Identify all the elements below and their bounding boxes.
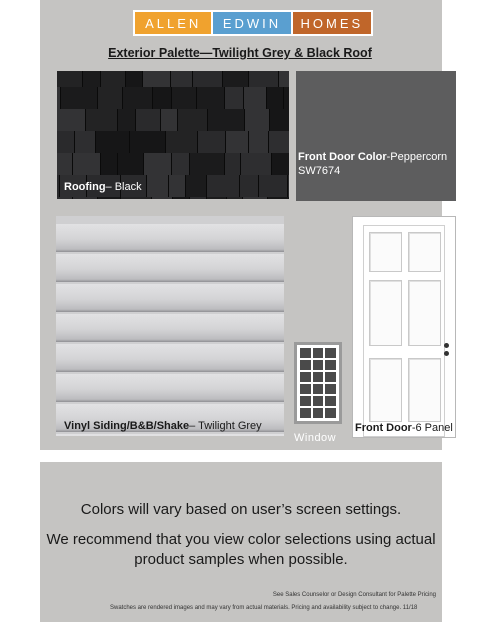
shingle-tab — [143, 71, 171, 87]
shingle-tab — [207, 197, 227, 199]
shingle-row — [57, 109, 289, 133]
shingle-tab — [136, 109, 161, 131]
shingle-tab — [279, 71, 289, 87]
shingle-tab — [57, 71, 83, 87]
shingle-tab — [225, 153, 241, 175]
shingle-row — [57, 197, 289, 199]
shingle-tab — [207, 175, 240, 197]
window-pane — [325, 396, 336, 406]
window-pane — [313, 360, 324, 370]
front-door-color-label-name: Front Door Color — [298, 151, 387, 163]
shingle-tab — [118, 153, 144, 175]
shingle-row — [57, 153, 289, 177]
shingle-tab — [152, 197, 173, 199]
shingle-tab — [269, 131, 289, 153]
shingle-tab — [57, 109, 86, 131]
roofing-swatch — [57, 71, 289, 199]
window-pane — [313, 348, 324, 358]
door-panel — [369, 280, 402, 346]
shingle-tab — [249, 131, 269, 153]
window-pane — [313, 408, 324, 418]
roofing-label-name: Roofing — [64, 181, 106, 193]
shingle-tab — [161, 109, 178, 131]
front-door-color-label-color: -Peppercorn — [386, 151, 448, 163]
shingle-tab — [73, 153, 101, 175]
siding-board — [56, 254, 284, 282]
shingle-tab — [198, 131, 226, 153]
front-door-label — [355, 422, 453, 434]
shingle-tab — [284, 87, 289, 109]
shingle-tab — [288, 175, 289, 197]
window-pane — [300, 348, 311, 358]
shingle-tab — [130, 131, 166, 153]
shingle-tab — [172, 153, 190, 175]
shingle-tab — [169, 175, 186, 197]
roofing-label-color: – Black — [105, 181, 142, 193]
window-label: Window — [294, 432, 337, 444]
window-pane — [325, 372, 336, 382]
front-door-label-style: -6 Panel — [411, 422, 453, 434]
shingle-row — [57, 87, 275, 111]
window-pane — [325, 408, 336, 418]
shingle-tab — [245, 109, 270, 131]
shingle-tab — [96, 131, 130, 153]
shingle-tab — [249, 71, 279, 87]
shingle-tab — [98, 197, 121, 199]
shingle-tab — [166, 131, 198, 153]
shingle-tab — [193, 71, 223, 87]
window-pane — [325, 360, 336, 370]
siding-label-name: Vinyl Siding/B&B/Shake — [64, 420, 190, 432]
window-pane — [300, 372, 311, 382]
shingle-tab — [178, 109, 208, 131]
siding-board — [56, 434, 284, 436]
siding-board — [56, 374, 284, 402]
door-panel — [408, 232, 441, 272]
shingle-tab — [243, 197, 268, 199]
screen-settings-notice: Colors will vary based on user’s screen settings. — [80, 501, 402, 518]
door-panel — [408, 280, 441, 346]
window-pane — [313, 396, 324, 406]
shingle-tab — [190, 153, 225, 175]
shingle-tab — [57, 197, 73, 199]
pricing-footnote: See Sales Counselor or Design Consultant for Palette Pricing — [272, 592, 436, 598]
window-pane — [300, 408, 311, 418]
shingle-tab — [272, 153, 289, 175]
shingle-tab — [197, 87, 225, 109]
shingle-tab — [144, 153, 172, 175]
shingle-tab — [267, 87, 284, 109]
shingle-tab — [61, 87, 98, 109]
window-pane — [300, 396, 311, 406]
front-door-color-swatch — [296, 71, 456, 201]
shingle-tab — [123, 87, 153, 109]
shingle-tab — [208, 109, 245, 131]
shingle-tab — [225, 87, 244, 109]
front-door-image — [352, 216, 456, 438]
logo-word-allen: ALLEN — [135, 12, 211, 34]
shingle-tab — [98, 87, 123, 109]
front-door-color-code: SW7674 — [298, 165, 341, 177]
shingle-tab — [101, 71, 126, 87]
shingle-tab — [240, 175, 259, 197]
siding-board — [56, 284, 284, 312]
window-image — [294, 342, 342, 424]
shingle-tab — [118, 109, 136, 131]
shingle-tab — [270, 109, 289, 131]
window-glass — [297, 345, 339, 421]
front-door-color-label — [298, 150, 458, 178]
vinyl-siding-swatch — [56, 216, 284, 436]
siding-board — [56, 344, 284, 372]
shingle-tab — [190, 197, 207, 199]
shingle-tab — [153, 87, 172, 109]
door-panel — [369, 232, 402, 272]
allen-edwin-homes-logo — [133, 10, 373, 36]
window-pane — [300, 360, 311, 370]
shingle-tab — [101, 153, 118, 175]
siding-board — [56, 314, 284, 342]
siding-label-color: – Twilight Grey — [189, 420, 262, 432]
shingle-tab — [121, 197, 152, 199]
shingle-tab — [73, 197, 98, 199]
shingle-tab — [86, 109, 118, 131]
shingle-tab — [227, 197, 243, 199]
logo-word-homes: HOMES — [293, 12, 371, 34]
door-panel — [408, 358, 441, 422]
window-pane — [313, 372, 324, 382]
shingle-tab — [223, 71, 249, 87]
window-pane — [300, 384, 311, 394]
shingle-tab — [268, 197, 289, 199]
shingle-tab — [241, 153, 272, 175]
siding-board — [56, 224, 284, 252]
shingle-tab — [244, 87, 267, 109]
front-door-label-name: Front Door — [355, 422, 412, 434]
shingle-tab — [172, 87, 197, 109]
shingle-tab — [259, 175, 288, 197]
shingle-tab — [226, 131, 249, 153]
siding-label — [64, 420, 262, 432]
door-panel — [369, 358, 402, 422]
shingle-tab — [57, 131, 75, 153]
door-knob — [444, 343, 449, 348]
door-slab — [363, 225, 445, 437]
product-samples-notice: We recommend that you view color selections using actual product samples when possible. — [46, 531, 436, 568]
door-deadbolt — [444, 351, 449, 356]
page-title: Exterior Palette—Twilight Grey & Black Roof — [108, 46, 372, 60]
shingle-tab — [57, 153, 73, 175]
shingle-tab — [186, 175, 207, 197]
shingle-tab — [126, 71, 143, 87]
shingle-tab — [75, 131, 96, 153]
shingle-tab — [147, 175, 169, 197]
disclaimer-footnote: Swatches are rendered images and may vary from actual materials. Pricing and availability subject to change. 11/18 — [110, 605, 418, 611]
shingle-tab — [83, 71, 101, 87]
window-pane — [325, 348, 336, 358]
shingle-tab — [171, 71, 193, 87]
window-pane — [325, 384, 336, 394]
logo-word-edwin: EDWIN — [213, 12, 290, 34]
shingle-row — [57, 131, 275, 155]
shingle-tab — [173, 197, 190, 199]
roofing-label — [64, 181, 142, 193]
window-pane — [313, 384, 324, 394]
